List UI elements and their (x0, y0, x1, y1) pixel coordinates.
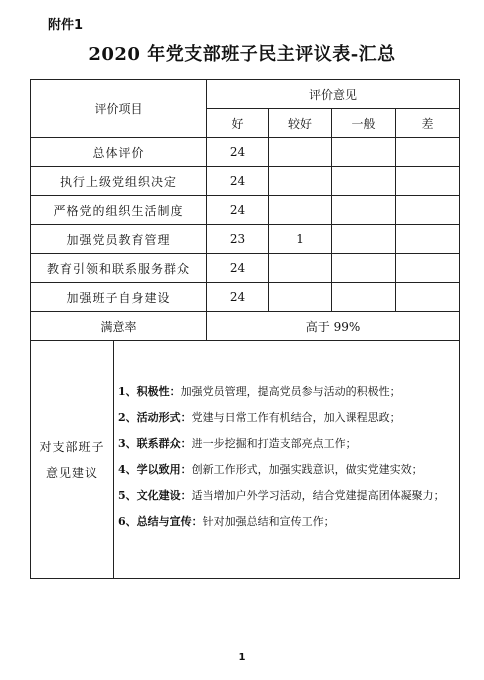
table-row (31, 167, 460, 196)
suggestion-body: 进一步挖掘和打造支部亮点工作； (191, 437, 357, 450)
cell-good: 24 (207, 196, 269, 225)
cell-good: 24 (207, 138, 269, 167)
suggestion-content (114, 341, 460, 579)
item-header: 评价项目 (31, 80, 207, 138)
suggestion-head: 4、学以致用： (118, 463, 192, 476)
evaluation-table (30, 79, 460, 579)
cell-fairly-good (269, 196, 332, 225)
cell-poor (396, 283, 460, 312)
list-item (118, 379, 459, 405)
suggestion-label (31, 341, 114, 579)
item-label: 加强党员教育管理 (31, 225, 207, 254)
cell-fairly-good (269, 254, 332, 283)
suggestion-body: 加强党员管理，提高党员参与活动的积极性； (180, 385, 401, 398)
item-label: 执行上级党组织决定 (31, 167, 207, 196)
page-number: 1 (238, 652, 246, 663)
list-item (118, 405, 459, 431)
cell-good: 24 (207, 254, 269, 283)
suggestion-body: 党建与日常工作有机结合，加入课程思政； (191, 411, 401, 424)
cell-average (332, 283, 396, 312)
table-row (31, 196, 460, 225)
grade-header-good: 好 (207, 109, 269, 138)
suggestion-head: 5、文化建设： (118, 489, 192, 502)
item-label: 教育引领和联系服务群众 (31, 254, 207, 283)
satisfaction-label: 满意率 (31, 312, 207, 341)
cell-fairly-good (269, 283, 332, 312)
cell-average (332, 254, 396, 283)
table-row (31, 138, 460, 167)
cell-good: 23 (207, 225, 269, 254)
list-item (118, 457, 459, 483)
cell-good: 24 (207, 167, 269, 196)
grade-header-fairly-good: 较好 (269, 109, 332, 138)
cell-fairly-good (269, 167, 332, 196)
list-item (118, 509, 459, 535)
item-label: 严格党的组织生活制度 (31, 196, 207, 225)
suggestion-head: 6、总结与宣传： (118, 515, 203, 528)
cell-poor (396, 225, 460, 254)
table-row (31, 225, 460, 254)
grade-header-average: 一般 (332, 109, 396, 138)
attachment-label: 附件1 (48, 18, 84, 33)
cell-average (332, 167, 396, 196)
grade-header-poor: 差 (396, 109, 460, 138)
suggestion-body: 适当增加户外学习活动，结合党建提高团体凝聚力； (191, 489, 445, 502)
suggestion-head: 1、积极性： (118, 385, 181, 398)
suggestion-head: 2、活动形式： (118, 411, 192, 424)
list-item (118, 431, 459, 457)
cell-poor (396, 196, 460, 225)
satisfaction-value: 高于 99% (207, 312, 460, 341)
cell-fairly-good: 1 (269, 225, 332, 254)
opinion-header: 评价意见 (207, 80, 460, 109)
cell-average (332, 196, 396, 225)
cell-good: 24 (207, 283, 269, 312)
cell-poor (396, 167, 460, 196)
cell-average (332, 225, 396, 254)
suggestion-label-line2: 意见建议 (45, 465, 98, 480)
table-row (31, 283, 460, 312)
table-row (31, 254, 460, 283)
item-label: 总体评价 (31, 138, 207, 167)
suggestion-label-line1: 对支部班子 (39, 439, 105, 454)
cell-fairly-good (269, 138, 332, 167)
cell-poor (396, 254, 460, 283)
cell-poor (396, 138, 460, 167)
item-label: 加强班子自身建设 (31, 283, 207, 312)
suggestion-list (118, 379, 459, 535)
page-title: 2020 年党支部班子民主评议表-汇总 (88, 44, 396, 65)
suggestion-head: 3、联系群众： (118, 437, 192, 450)
cell-average (332, 138, 396, 167)
suggestion-body: 针对加强总结和宣传工作； (202, 515, 335, 528)
suggestion-body: 创新工作形式，加强实践意识，做实党建实效； (191, 463, 423, 476)
list-item (118, 483, 459, 509)
